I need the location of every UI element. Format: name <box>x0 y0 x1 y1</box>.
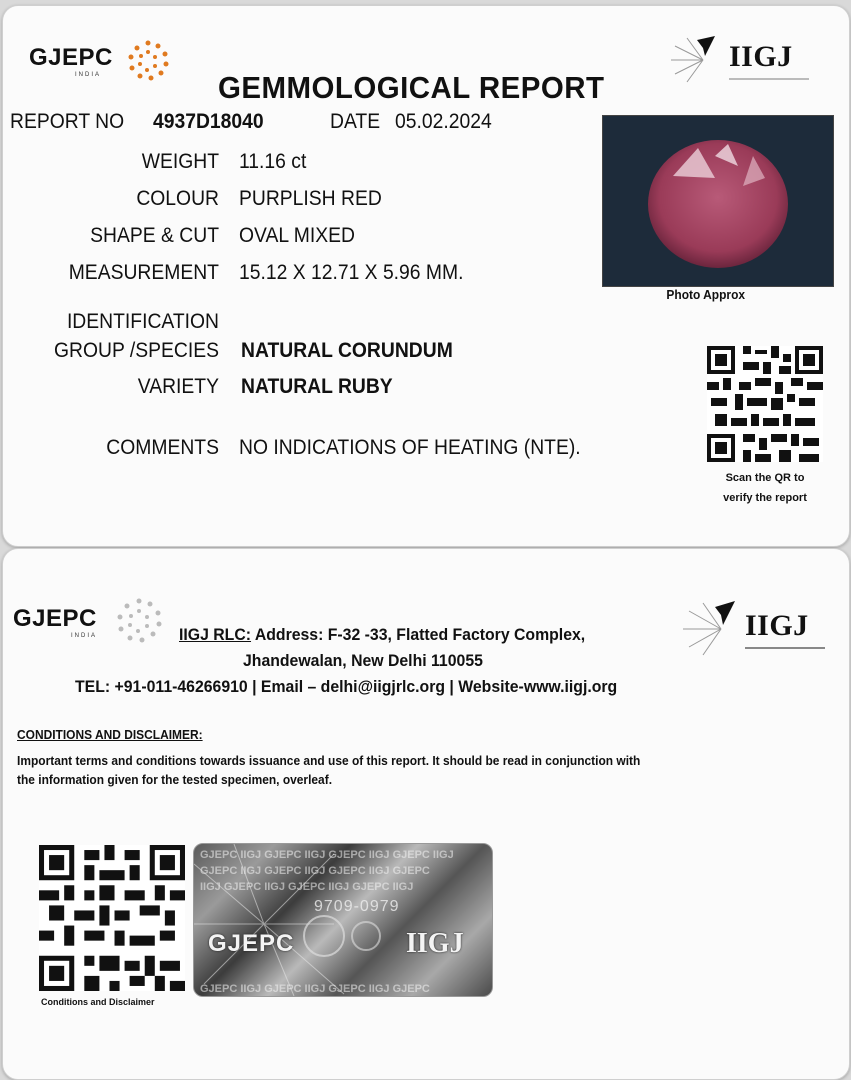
comments-label: COMMENTS <box>106 436 219 459</box>
group-species-label: GROUP /SPECIES <box>54 339 219 362</box>
conditions-qr-caption: Conditions and Disclaimer <box>41 997 155 1007</box>
iigj-star-back-icon <box>679 599 743 659</box>
weight-value: 11.16 ct <box>239 150 307 173</box>
gjepc-logo-sub: INDIA <box>75 72 102 78</box>
date-label: DATE <box>330 110 381 133</box>
report-title: GEMMOLOGICAL REPORT <box>218 70 605 105</box>
colour-value: PURPLISH RED <box>239 187 382 210</box>
comments-value: NO INDICATIONS OF HEATING (NTE). <box>239 436 581 459</box>
gjepc-logo-back-text: GJEPC <box>13 605 97 632</box>
iigj-logo-back <box>679 599 839 659</box>
conditions-line-2: the information given for the tested specimen, overleaf. <box>17 772 333 787</box>
hologram-iigj-text: IIGJ <box>406 928 464 959</box>
conditions-line-1: Important terms and conditions towards issuance and use of this report. It should be read in conjunction with <box>17 753 641 768</box>
gjepc-logo-text: GJEPC <box>29 44 113 71</box>
gjepc-sunburst-back-icon <box>113 595 165 647</box>
iigj-logo-back-underline <box>745 647 825 649</box>
report-back-card <box>2 548 850 1080</box>
iigj-logo-text: IIGJ <box>729 40 793 73</box>
iigj-star-icon <box>663 34 723 84</box>
identification-label: IDENTIFICATION <box>66 310 219 333</box>
variety-label: VARIETY <box>137 375 219 398</box>
photo-caption: Photo Approx <box>666 287 746 302</box>
date-value: 05.02.2024 <box>395 110 492 133</box>
report-no-label: REPORT NO <box>10 110 125 133</box>
qr-caption-line-2: verify the report <box>723 492 807 504</box>
address-text: Address: F-32 -33, Flatted Factory Complex, <box>254 625 586 644</box>
qr-caption <box>703 468 827 508</box>
iigj-logo <box>663 34 823 84</box>
gjepc-logo <box>29 44 113 78</box>
security-hologram <box>193 843 493 997</box>
shape-cut-label: SHAPE & CUT <box>90 224 219 247</box>
address-line-2: Jhandewalan, New Delhi 110055 <box>243 651 483 670</box>
hologram-serial-number: 9709-0979 <box>314 898 400 915</box>
svg-text:GJEPC IIGJ GJEPC IIGJ GJEPC II: GJEPC IIGJ GJEPC IIGJ GJEPC IIGJ GJEPC <box>200 865 430 877</box>
shape-cut-value: OVAL MIXED <box>239 224 355 247</box>
address-line-1 <box>179 625 585 645</box>
measurement-value: 15.12 X 12.71 X 5.96 MM. <box>239 261 464 284</box>
iigj-logo-underline <box>729 78 809 80</box>
group-species-value: NATURAL CORUNDUM <box>241 339 453 362</box>
variety-value: NATURAL RUBY <box>241 375 393 398</box>
qr-caption-line-1: Scan the QR to <box>725 472 805 484</box>
gjepc-logo-back-sub: INDIA <box>71 633 98 639</box>
conditions-qr-code-icon[interactable] <box>39 845 185 991</box>
contact-line: TEL: +91-011-46266910 | Email – delhi@iigjrlc.org | Website-www.iigj.org <box>75 677 618 696</box>
weight-label: WEIGHT <box>141 150 219 173</box>
measurement-label: MEASUREMENT <box>68 261 219 284</box>
gem-photo <box>602 115 834 287</box>
address-label: IIGJ RLC: <box>179 625 252 644</box>
svg-text:IIGJ GJEPC IIGJ GJEPC IIGJ GJE: IIGJ GJEPC IIGJ GJEPC IIGJ GJEPC IIGJ <box>200 881 414 893</box>
hologram-burst-icon <box>194 844 492 996</box>
svg-text:GJEPC IIGJ GJEPC IIGJ GJEPC II: GJEPC IIGJ GJEPC IIGJ GJEPC IIGJ GJEPC IIGJ <box>200 849 454 861</box>
colour-label: COLOUR <box>136 187 219 210</box>
verify-qr-code-icon[interactable] <box>707 346 823 462</box>
ruby-gem-icon <box>603 116 833 286</box>
iigj-logo-back-text: IIGJ <box>745 609 809 642</box>
svg-text:GJEPC IIGJ GJEPC IIGJ GJEPC II: GJEPC IIGJ GJEPC IIGJ GJEPC IIGJ GJEPC <box>200 983 430 995</box>
hologram-gjepc-text: GJEPC <box>208 930 295 957</box>
report-front-card <box>2 5 850 547</box>
gjepc-sunburst-icon <box>125 38 171 84</box>
gjepc-logo-back <box>13 605 98 639</box>
conditions-title: CONDITIONS AND DISCLAIMER: <box>17 727 203 742</box>
report-no-value: 4937D18040 <box>153 110 264 133</box>
